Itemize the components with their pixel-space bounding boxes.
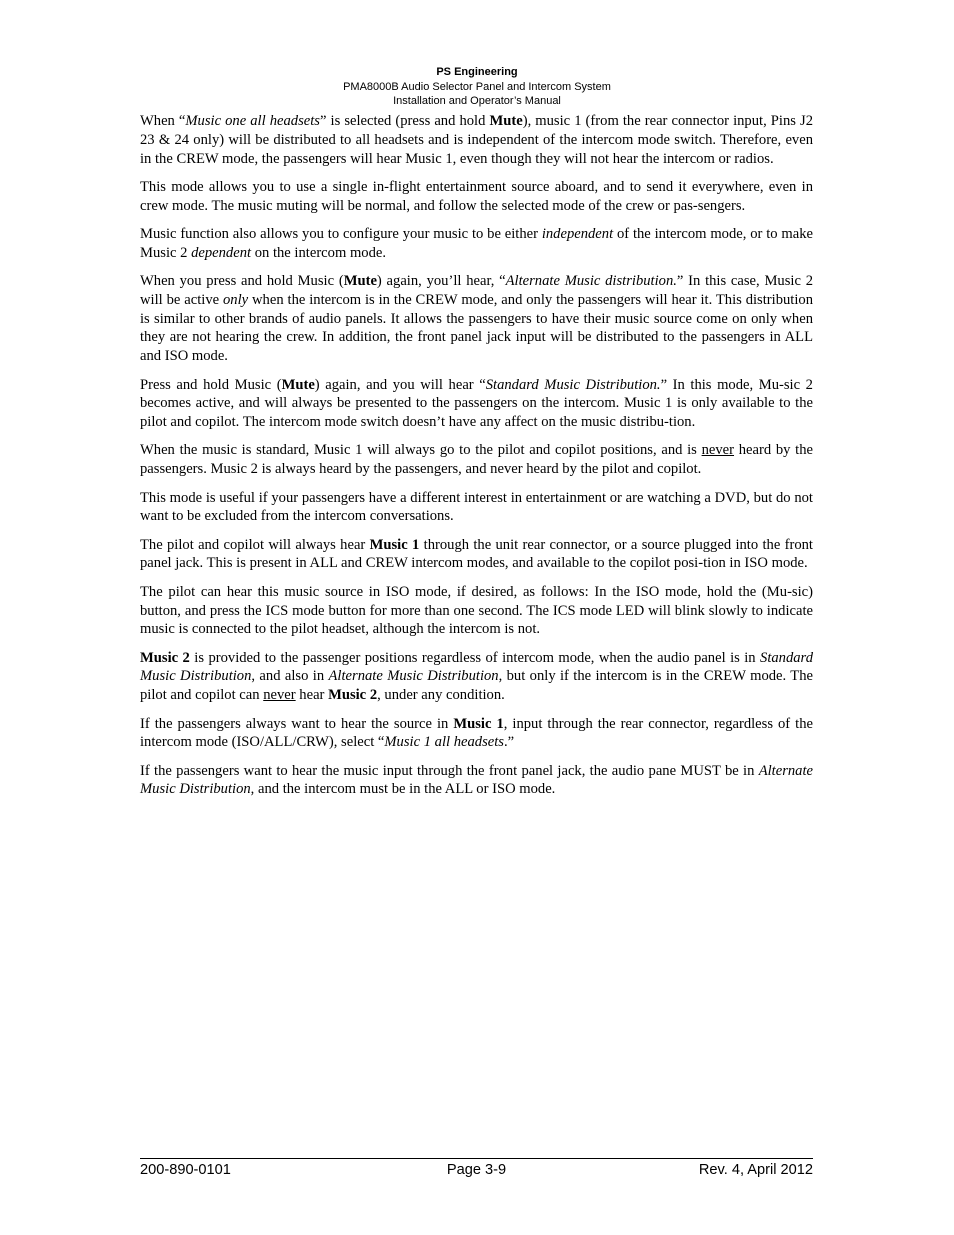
footer-revision: Rev. 4, April 2012	[698, 1162, 813, 1178]
text-run: ) again, you’ll hear, “	[376, 273, 506, 290]
text-run: When “	[140, 113, 186, 129]
text-run: Mute	[489, 113, 523, 129]
paragraph	[140, 489, 813, 527]
text-run: Standard Music Distribution.	[485, 376, 661, 393]
text-run: never	[263, 687, 296, 704]
text-run: If the passengers always want to hear the source in	[140, 715, 454, 732]
text-run: When you press and hold Music (	[140, 273, 344, 290]
paragraph	[140, 583, 813, 639]
text-run: When the music is standard, Music 1 will always go to the pilot and copilot positions, and is	[140, 442, 702, 459]
text-run: Music 1	[369, 536, 420, 553]
text-run: , input through the rear connector, regardless of the intercom mode (ISO/ALL/CRW), select “	[140, 715, 813, 751]
header-manual-title: Installation and Operator’s Manual	[393, 95, 561, 108]
text-run: Music function also allows you to configure your music to be either	[140, 225, 542, 242]
paragraph	[140, 272, 813, 366]
text-run: This mode is useful if your passengers have a different interest in entertainment or are watching a DVD, but do not want to be excluded from the intercom conversations.	[140, 489, 813, 525]
text-run: Alternate Music Distribution	[328, 668, 499, 685]
text-run: Music 1	[453, 715, 504, 732]
text-run: .”	[503, 734, 515, 751]
text-run: when the intercom is in the CREW mode, and only the passengers will hear it. This distribution is similar to other brands of audio panels. It allows the passengers to have their music source come on only when they are not hearing the crew. In addition, the front panel jack input will be distributed to the passengers in ALL and ISO mode.	[140, 291, 814, 365]
text-run: Music 2	[140, 649, 190, 666]
text-run: Mute	[281, 376, 315, 393]
paragraph	[140, 441, 813, 479]
text-run: The pilot and copilot will always hear	[140, 536, 370, 553]
text-run: ” is selected (press and hold	[320, 113, 490, 129]
footer-doc-number: 200-890-0101	[140, 1162, 231, 1178]
text-run: If the passengers want to hear the music input through the front panel jack, the audio pane MUST be in	[140, 762, 759, 779]
footer-page-number: Page 3-9	[446, 1162, 507, 1178]
footer-divider	[140, 1158, 813, 1159]
text-run: ) again, and you will hear “	[314, 376, 486, 393]
text-run: never	[701, 442, 735, 459]
page-header	[0, 65, 954, 109]
text-run: independent	[541, 225, 614, 242]
header-product: PMA8000B Audio Selector Panel and Intercom System	[343, 80, 611, 93]
text-run: on the intercom mode.	[251, 244, 387, 261]
text-run: only	[222, 291, 249, 308]
text-run: Music 1 all headsets	[384, 734, 504, 751]
text-run: , and the intercom must be in the ALL or ISO mode.	[250, 781, 556, 798]
text-run: , but only if the intercom is in the CREW mode. The pilot and copilot can	[140, 668, 813, 704]
paragraph	[140, 225, 813, 263]
text-run: The pilot can hear this music source in ISO mode, if desired, as follows: In the ISO mode, hold the (Mu-sic) button, and press the ICS mode button for more than one second. The ICS mode LED will blink slowly to indicate music is connected to the pilot headset, although the intercom is not.	[140, 583, 813, 638]
paragraph	[140, 376, 813, 432]
text-run: ” In this mode, Mu-sic 2 becomes active, and will always be presented to the passengers on the intercom. Music 1 is only available to the pilot and copilot. The intercom mode switch doesn’t have any affect on the music distribu-tion.	[140, 376, 813, 431]
text-run: ” In this case, Music 2 will be active	[140, 273, 813, 308]
text-run: through the unit rear connector, or a source plugged into the front panel jack. This is present in ALL and CREW intercom modes, and available to the copilot posi-tion in ISO mode.	[140, 536, 813, 572]
text-run: heard by the passengers. Music 2 is always heard by the passengers, and never heard by the pilot and copilot.	[140, 442, 813, 478]
paragraph	[140, 112, 813, 168]
text-run: Music one all headsets	[185, 113, 320, 129]
body-text	[140, 112, 813, 809]
text-run: Mute	[343, 273, 377, 290]
text-run: hear	[295, 687, 329, 704]
text-run: Press and hold Music (	[140, 376, 282, 393]
paragraph	[140, 649, 813, 705]
text-run: is provided to the passenger positions regardless of intercom mode, when the audio panel is in	[189, 649, 761, 666]
paragraph	[140, 536, 813, 574]
paragraph	[140, 178, 813, 216]
text-run: Standard Music Distribution	[140, 649, 813, 685]
text-run: dependent	[191, 244, 252, 261]
text-run: ), music 1 (from the rear connector input, Pins J2 23 & 24 only) will be distributed to all headsets and is independent of the intercom mode switch. Therefore, even in the CREW mode, the passengers will hear Music 1, even though they will not hear the intercom or radios.	[140, 113, 813, 167]
text-run: , and also in	[251, 668, 329, 685]
text-run: , under any condition.	[377, 687, 505, 704]
text-run: Music 2	[328, 687, 378, 704]
text-run: Alternate Music Distribution	[140, 762, 813, 798]
text-run: of the intercom mode, or to make Music 2	[140, 225, 813, 261]
header-company: PS Engineering	[436, 66, 518, 78]
text-run: This mode allows you to use a single in-flight entertainment source aboard, and to send it everywhere, even in crew mode. The music muting will be normal, and follow the selected mode of the crew or pas-sengers.	[140, 178, 813, 214]
paragraph	[140, 715, 813, 753]
text-run: Alternate Music distribution.	[505, 273, 677, 290]
paragraph	[140, 762, 813, 800]
